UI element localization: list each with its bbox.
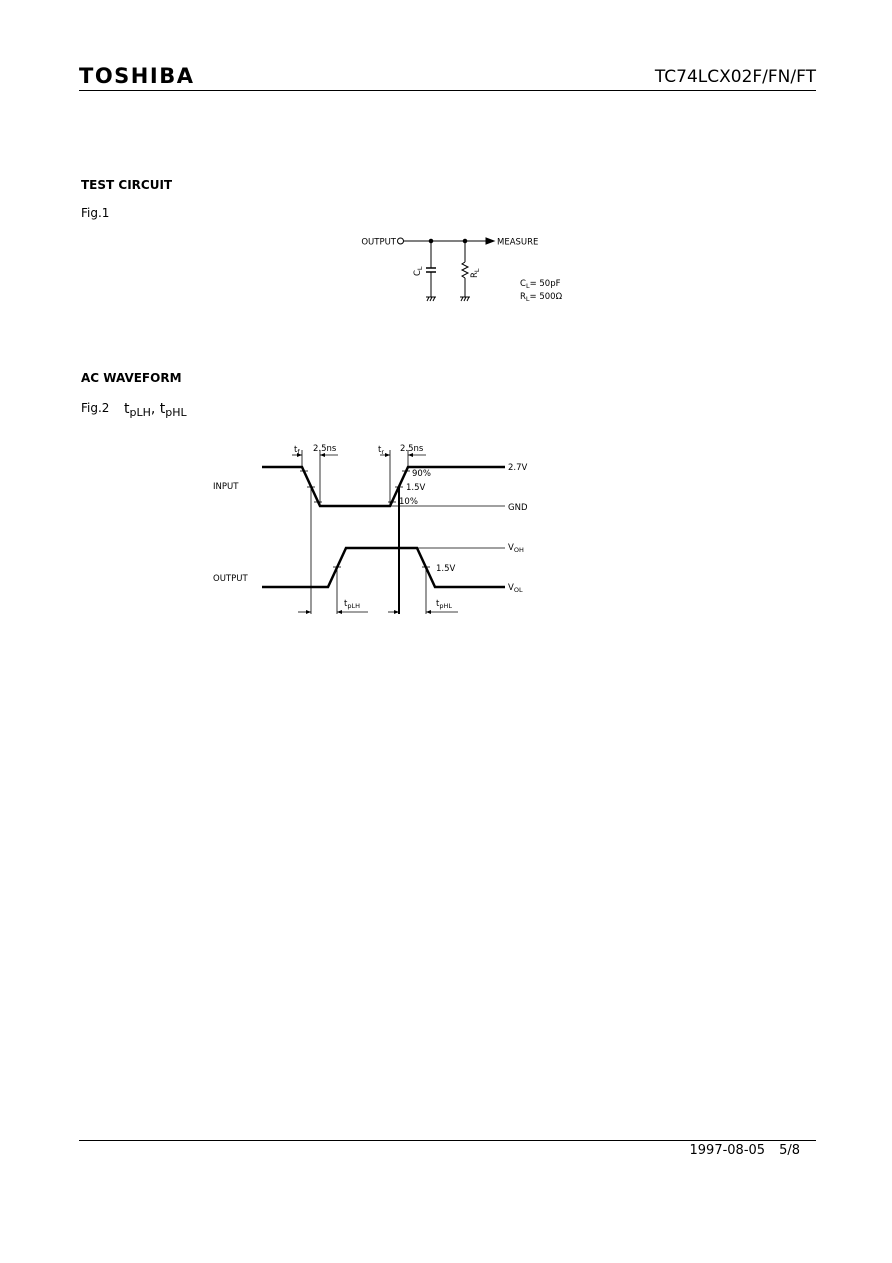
- level-90-label: 90%: [412, 469, 431, 479]
- fig2-label: Fig.2: [81, 401, 110, 415]
- rl-value: $R_L= 500\Omega$: [520, 292, 563, 303]
- fig2-title: $t_{pLH}$, $t_{pHL}$: [124, 401, 187, 419]
- footer-rule: [79, 1140, 816, 1141]
- ac-waveform-heading: AC WAVEFORM: [81, 371, 182, 385]
- fig1-label: Fig.1: [81, 206, 110, 220]
- toshiba-logo: TOSHIBA: [79, 64, 195, 88]
- level-15-input-label: 1.5V: [406, 483, 426, 493]
- cl-value: $C_L= 50pF$: [520, 279, 561, 290]
- rl-symbol: $R_L$: [470, 268, 481, 278]
- cl-symbol: $C_L$: [413, 266, 424, 276]
- output-waveform: [262, 548, 505, 587]
- footer-page: 5/8: [779, 1143, 800, 1158]
- voh-label: $V_{OH}$: [508, 543, 524, 554]
- footer: [690, 1142, 800, 1160]
- tphl-label: $t_{pHL}$: [436, 599, 452, 610]
- level-10-label: 10%: [399, 497, 418, 507]
- gnd-label: GND: [508, 503, 528, 513]
- input-label: INPUT: [213, 482, 239, 492]
- edge-time-right: 2.5ns: [400, 444, 424, 454]
- v-high-label: 2.7V: [508, 463, 528, 473]
- measure-label: MEASURE: [497, 237, 539, 248]
- footer-date: 1997-08-05: [689, 1143, 766, 1158]
- tr-label: $t_r$: [378, 445, 385, 456]
- output-label: OUTPUT: [361, 237, 396, 248]
- tplh-label: $t_{pLH}$: [344, 599, 360, 610]
- level-15-output-label: 1.5V: [436, 564, 456, 574]
- part-number: TC74LCX02F/FN/FT: [654, 67, 816, 87]
- output-label: OUTPUT: [213, 574, 248, 584]
- tf-label: $t_f$: [294, 445, 300, 456]
- edge-time-left: 2.5ns: [313, 444, 337, 454]
- vol-label: $V_{OL}$: [508, 583, 523, 594]
- test-circuit-heading: TEST CIRCUIT: [81, 178, 173, 192]
- input-waveform: [262, 467, 505, 506]
